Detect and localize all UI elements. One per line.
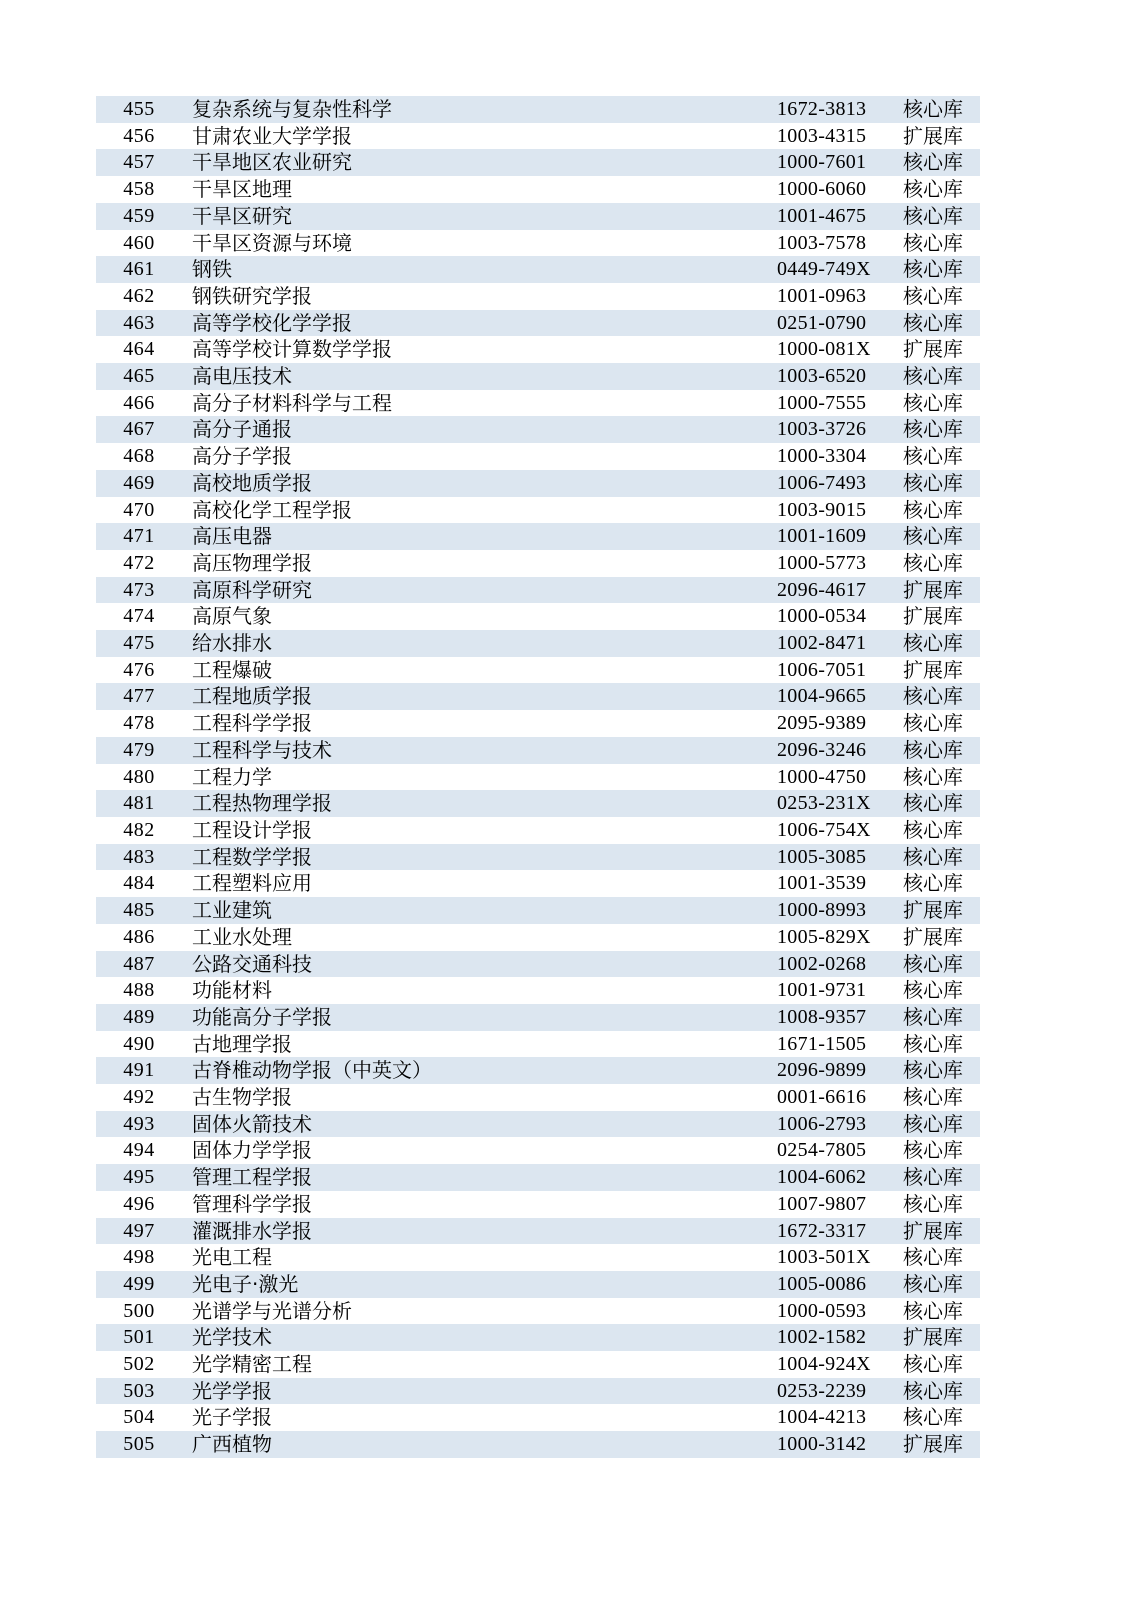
journal-issn: 1000-0593: [777, 1298, 895, 1325]
table-row: [96, 336, 980, 363]
row-index: 460: [96, 230, 182, 257]
row-index: 469: [96, 470, 182, 497]
row-index: 470: [96, 497, 182, 524]
row-index: 489: [96, 1004, 182, 1031]
database-category: 核心库: [895, 1271, 980, 1298]
row-index: 478: [96, 710, 182, 737]
journal-name: 高校化学工程学报: [182, 497, 777, 524]
table-row: [96, 870, 980, 897]
database-category: 核心库: [895, 1298, 980, 1325]
table-row: [96, 443, 980, 470]
row-index: 455: [96, 96, 182, 123]
journal-issn: 1005-829X: [777, 924, 895, 951]
database-category: 核心库: [895, 1191, 980, 1218]
row-index: 492: [96, 1084, 182, 1111]
journal-issn: 1006-754X: [777, 817, 895, 844]
database-category: 扩展库: [895, 336, 980, 363]
journal-issn: 1002-0268: [777, 951, 895, 978]
database-category: 核心库: [895, 710, 980, 737]
database-category: 核心库: [895, 1164, 980, 1191]
database-category: 核心库: [895, 817, 980, 844]
row-index: 468: [96, 443, 182, 470]
row-index: 496: [96, 1191, 182, 1218]
database-category: 核心库: [895, 149, 980, 176]
database-category: 核心库: [895, 737, 980, 764]
row-index: 473: [96, 577, 182, 604]
row-index: 456: [96, 123, 182, 150]
row-index: 487: [96, 951, 182, 978]
journal-issn: 1001-4675: [777, 203, 895, 230]
journal-name: 高等学校计算数学学报: [182, 336, 777, 363]
row-index: 493: [96, 1111, 182, 1138]
table-row: [96, 1111, 980, 1138]
row-index: 490: [96, 1031, 182, 1058]
journal-issn: 1003-4315: [777, 123, 895, 150]
database-category: 核心库: [895, 230, 980, 257]
row-index: 465: [96, 363, 182, 390]
journal-name: 高原科学研究: [182, 577, 777, 604]
database-category: 核心库: [895, 256, 980, 283]
table-row: [96, 363, 980, 390]
journal-name: 灌溉排水学报: [182, 1218, 777, 1245]
row-index: 495: [96, 1164, 182, 1191]
row-index: 498: [96, 1244, 182, 1271]
journal-name: 工程爆破: [182, 657, 777, 684]
journal-issn: 1003-3726: [777, 416, 895, 443]
row-index: 500: [96, 1298, 182, 1325]
table-row: [96, 737, 980, 764]
journal-issn: 1007-9807: [777, 1191, 895, 1218]
journal-issn: 0253-2239: [777, 1378, 895, 1405]
journal-name: 功能材料: [182, 977, 777, 1004]
row-index: 503: [96, 1378, 182, 1405]
journal-issn: 1003-501X: [777, 1244, 895, 1271]
row-index: 491: [96, 1057, 182, 1084]
journal-issn: 1001-0963: [777, 283, 895, 310]
database-category: 核心库: [895, 790, 980, 817]
table-row: [96, 1324, 980, 1351]
row-index: 499: [96, 1271, 182, 1298]
journal-issn: 1000-8993: [777, 897, 895, 924]
table-row: [96, 683, 980, 710]
row-index: 461: [96, 256, 182, 283]
table-row: [96, 603, 980, 630]
row-index: 474: [96, 603, 182, 630]
table-row: [96, 550, 980, 577]
journal-name: 固体火箭技术: [182, 1111, 777, 1138]
journal-name: 复杂系统与复杂性科学: [182, 96, 777, 123]
row-index: 464: [96, 336, 182, 363]
journal-name: 工程科学学报: [182, 710, 777, 737]
journal-issn: 1003-6520: [777, 363, 895, 390]
journal-name: 光学学报: [182, 1378, 777, 1405]
table-row: [96, 764, 980, 791]
journal-name: 工程设计学报: [182, 817, 777, 844]
table-row: [96, 924, 980, 951]
table-row: [96, 256, 980, 283]
database-category: 核心库: [895, 844, 980, 871]
journal-name: 钢铁: [182, 256, 777, 283]
table-row: [96, 1191, 980, 1218]
table-row: [96, 283, 980, 310]
table-row: [96, 123, 980, 150]
journal-issn: 0001-6616: [777, 1084, 895, 1111]
row-index: 459: [96, 203, 182, 230]
journal-issn: 0253-231X: [777, 790, 895, 817]
row-index: 486: [96, 924, 182, 951]
database-category: 核心库: [895, 176, 980, 203]
journal-name: 工业水处理: [182, 924, 777, 951]
journal-name: 光学精密工程: [182, 1351, 777, 1378]
table-row: [96, 1378, 980, 1405]
journal-name: 功能高分子学报: [182, 1004, 777, 1031]
journal-name: 干旱区研究: [182, 203, 777, 230]
database-category: 核心库: [895, 390, 980, 417]
journal-name: 甘肃农业大学学报: [182, 123, 777, 150]
journal-name: 古生物学报: [182, 1084, 777, 1111]
database-category: 核心库: [895, 951, 980, 978]
row-index: 467: [96, 416, 182, 443]
journal-name: 固体力学学报: [182, 1137, 777, 1164]
journal-issn: 1001-3539: [777, 870, 895, 897]
table-row: [96, 951, 980, 978]
table-row: [96, 1271, 980, 1298]
journal-name: 高压电器: [182, 523, 777, 550]
database-category: 核心库: [895, 1351, 980, 1378]
table-row: [96, 416, 980, 443]
table-row: [96, 1031, 980, 1058]
journal-issn: 1001-9731: [777, 977, 895, 1004]
row-index: 505: [96, 1431, 182, 1458]
journal-issn: 1005-3085: [777, 844, 895, 871]
journal-issn: 1000-5773: [777, 550, 895, 577]
journal-name: 光电工程: [182, 1244, 777, 1271]
journal-issn: 0251-0790: [777, 310, 895, 337]
database-category: 扩展库: [895, 897, 980, 924]
journal-name: 给水排水: [182, 630, 777, 657]
journal-issn: 2096-4617: [777, 577, 895, 604]
journal-name: 工程科学与技术: [182, 737, 777, 764]
database-category: 核心库: [895, 1111, 980, 1138]
database-category: 核心库: [895, 977, 980, 1004]
database-category: 核心库: [895, 764, 980, 791]
database-category: 扩展库: [895, 657, 980, 684]
journal-name: 高分子通报: [182, 416, 777, 443]
database-category: 核心库: [895, 1137, 980, 1164]
journal-issn: 2095-9389: [777, 710, 895, 737]
journal-issn: 1672-3813: [777, 96, 895, 123]
journal-issn: 1002-8471: [777, 630, 895, 657]
journal-name: 干旱地区农业研究: [182, 149, 777, 176]
database-category: 核心库: [895, 1084, 980, 1111]
database-category: 核心库: [895, 1378, 980, 1405]
table-row: [96, 1298, 980, 1325]
table-row: [96, 1351, 980, 1378]
row-index: 484: [96, 870, 182, 897]
journal-issn: 1672-3317: [777, 1218, 895, 1245]
journal-issn: 1006-7493: [777, 470, 895, 497]
database-category: 核心库: [895, 416, 980, 443]
row-index: 481: [96, 790, 182, 817]
table-row: [96, 230, 980, 257]
row-index: 462: [96, 283, 182, 310]
journal-name: 工程塑料应用: [182, 870, 777, 897]
journal-name: 管理工程学报: [182, 1164, 777, 1191]
row-index: 485: [96, 897, 182, 924]
journal-name: 工程数学学报: [182, 844, 777, 871]
journal-name: 广西植物: [182, 1431, 777, 1458]
database-category: 核心库: [895, 1004, 980, 1031]
row-index: 480: [96, 764, 182, 791]
database-category: 核心库: [895, 1404, 980, 1431]
database-category: 核心库: [895, 630, 980, 657]
row-index: 475: [96, 630, 182, 657]
journal-issn: 1005-0086: [777, 1271, 895, 1298]
table-row: [96, 176, 980, 203]
database-category: 核心库: [895, 1244, 980, 1271]
table-row: [96, 897, 980, 924]
journal-issn: 1006-2793: [777, 1111, 895, 1138]
table-row: [96, 657, 980, 684]
journal-issn: 1000-081X: [777, 336, 895, 363]
row-index: 482: [96, 817, 182, 844]
journal-issn: 1671-1505: [777, 1031, 895, 1058]
table-row: [96, 1057, 980, 1084]
journal-name: 光学技术: [182, 1324, 777, 1351]
table-row: [96, 203, 980, 230]
database-category: 核心库: [895, 1031, 980, 1058]
table-row: [96, 1084, 980, 1111]
journal-issn: 1000-6060: [777, 176, 895, 203]
database-category: 核心库: [895, 96, 980, 123]
journal-name: 工业建筑: [182, 897, 777, 924]
row-index: 472: [96, 550, 182, 577]
journal-issn: 0449-749X: [777, 256, 895, 283]
row-index: 471: [96, 523, 182, 550]
table-row: [96, 470, 980, 497]
table-row: [96, 710, 980, 737]
row-index: 504: [96, 1404, 182, 1431]
journal-issn: 1000-0534: [777, 603, 895, 630]
row-index: 483: [96, 844, 182, 871]
journal-name: 干旱区地理: [182, 176, 777, 203]
row-index: 466: [96, 390, 182, 417]
journal-issn: 1008-9357: [777, 1004, 895, 1031]
journal-name: 高分子材料科学与工程: [182, 390, 777, 417]
journal-name: 高分子学报: [182, 443, 777, 470]
journal-name: 古地理学报: [182, 1031, 777, 1058]
journal-issn: 2096-9899: [777, 1057, 895, 1084]
table-row: [96, 1404, 980, 1431]
journal-issn: 1004-4213: [777, 1404, 895, 1431]
table-row: [96, 790, 980, 817]
journal-name: 公路交通科技: [182, 951, 777, 978]
row-index: 479: [96, 737, 182, 764]
table-row: [96, 977, 980, 1004]
row-index: 477: [96, 683, 182, 710]
database-category: 扩展库: [895, 123, 980, 150]
table-row: [96, 1218, 980, 1245]
row-index: 476: [96, 657, 182, 684]
table-row: [96, 1137, 980, 1164]
table-row: [96, 1431, 980, 1458]
database-category: 核心库: [895, 523, 980, 550]
journal-issn: 1003-9015: [777, 497, 895, 524]
row-index: 497: [96, 1218, 182, 1245]
journal-name: 光谱学与光谱分析: [182, 1298, 777, 1325]
journal-name: 高校地质学报: [182, 470, 777, 497]
table-row: [96, 96, 980, 123]
database-category: 核心库: [895, 443, 980, 470]
journal-name: 工程热物理学报: [182, 790, 777, 817]
database-category: 扩展库: [895, 603, 980, 630]
database-category: 核心库: [895, 497, 980, 524]
journal-issn: 0254-7805: [777, 1137, 895, 1164]
journal-issn: 1002-1582: [777, 1324, 895, 1351]
table-row: [96, 1004, 980, 1031]
database-category: 核心库: [895, 363, 980, 390]
table-row: [96, 497, 980, 524]
journal-name: 古脊椎动物学报（中英文）: [182, 1057, 777, 1084]
journal-name: 高压物理学报: [182, 550, 777, 577]
journal-name: 光电子·激光: [182, 1271, 777, 1298]
table-row: [96, 817, 980, 844]
database-category: 核心库: [895, 203, 980, 230]
database-category: 核心库: [895, 550, 980, 577]
database-category: 扩展库: [895, 1431, 980, 1458]
table-row: [96, 390, 980, 417]
database-category: 扩展库: [895, 924, 980, 951]
database-category: 扩展库: [895, 1218, 980, 1245]
database-category: 核心库: [895, 283, 980, 310]
journal-name: 工程力学: [182, 764, 777, 791]
row-index: 457: [96, 149, 182, 176]
database-category: 核心库: [895, 870, 980, 897]
database-category: 扩展库: [895, 1324, 980, 1351]
journal-name: 高等学校化学学报: [182, 310, 777, 337]
journal-name: 光子学报: [182, 1404, 777, 1431]
journal-issn: 1000-3304: [777, 443, 895, 470]
table-row: [96, 310, 980, 337]
database-category: 核心库: [895, 1057, 980, 1084]
table-row: [96, 630, 980, 657]
row-index: 501: [96, 1324, 182, 1351]
journal-name: 工程地质学报: [182, 683, 777, 710]
row-index: 463: [96, 310, 182, 337]
table-row: [96, 577, 980, 604]
database-category: 扩展库: [895, 577, 980, 604]
database-category: 核心库: [895, 683, 980, 710]
journal-issn: 1000-7601: [777, 149, 895, 176]
table-row: [96, 844, 980, 871]
journal-name: 干旱区资源与环境: [182, 230, 777, 257]
journal-issn: 2096-3246: [777, 737, 895, 764]
row-index: 488: [96, 977, 182, 1004]
table-row: [96, 1164, 980, 1191]
journal-issn: 1004-6062: [777, 1164, 895, 1191]
row-index: 494: [96, 1137, 182, 1164]
journal-issn: 1004-924X: [777, 1351, 895, 1378]
journal-name: 管理科学学报: [182, 1191, 777, 1218]
row-index: 458: [96, 176, 182, 203]
journal-name: 钢铁研究学报: [182, 283, 777, 310]
journal-issn: 1004-9665: [777, 683, 895, 710]
table-row: [96, 149, 980, 176]
journal-list-table: [96, 96, 980, 1458]
journal-issn: 1000-7555: [777, 390, 895, 417]
row-index: 502: [96, 1351, 182, 1378]
table-row: [96, 1244, 980, 1271]
journal-issn: 1000-4750: [777, 764, 895, 791]
journal-issn: 1006-7051: [777, 657, 895, 684]
journal-name: 高电压技术: [182, 363, 777, 390]
journal-issn: 1000-3142: [777, 1431, 895, 1458]
journal-name: 高原气象: [182, 603, 777, 630]
table-row: [96, 523, 980, 550]
database-category: 核心库: [895, 470, 980, 497]
database-category: 核心库: [895, 310, 980, 337]
journal-issn: 1003-7578: [777, 230, 895, 257]
journal-issn: 1001-1609: [777, 523, 895, 550]
